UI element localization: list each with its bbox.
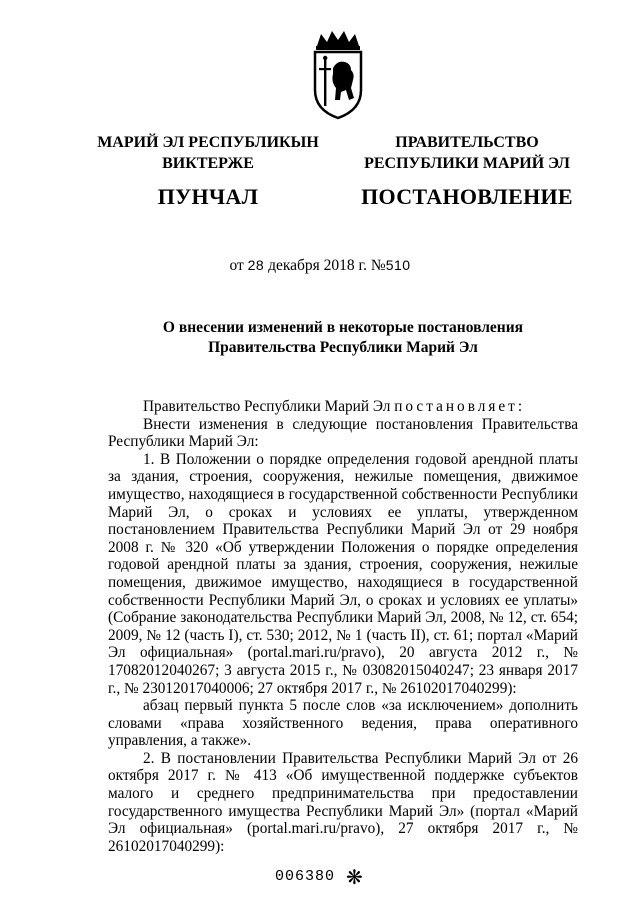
body-paragraph-intro: Внести изменения в следующие постановления Правительства Республики Марий Эл:	[108, 415, 578, 451]
body-paragraph-amendment: абзац первый пункта 5 после слов «за исключением» дополнить словами «права хозяйственного ведения, права оперативного управления, а также».	[108, 697, 578, 750]
header-right-line2: РЕСПУБЛИКИ МАРИЙ ЭЛ	[364, 155, 570, 172]
title-line2: Правительства Республики Марий Эл	[208, 339, 478, 356]
header-marij	[88, 132, 328, 207]
header-right-line1: ПРАВИТЕЛЬСТВО	[395, 134, 539, 151]
resolution-verb: постановляет:	[394, 398, 526, 415]
body-paragraph-item-2: 2. В постановлении Правительства Республики Марий Эл от 26 октября 2017 г. № 413 «Об имущественной поддержке субъектов малого и среднего предпринимательства при предоставлении государственного имущества Республики Марий Эл» (портал «Марий Эл официальная» (portal.mari.ru/pravo), 27 октября 2017 г., № 26102017040299):	[108, 749, 578, 855]
date-month-year: декабря 2018 г. №	[268, 257, 386, 274]
body-paragraph-item-1: 1. В Положении о порядке определения годовой арендной платы за здания, строения, сооружения, нежилые помещения, движимое имущество, находящиеся в государственной собственности Республики Марий Эл, о сроках и условиях ее уплаты, утвержденном постановлением Правительства Республики Марий Эл от 29 ноября 2008 г. № 320 «Об утверждении Положения о порядке определения годовой арендной платы за здания, строения, сооружения, нежилые помещения, движимое имущество, находящиеся в государственной собственности Республики Марий Эл, о сроках и условиях ее уплаты» (Собрание законодательства Республики Марий Эл, 2008, № 12, ст. 654; 2009, № 12 (часть I), ст. 530; 2012, № 1 (часть II), ст. 61; портал «Марий Эл официальная» (portal.mari.ru/pravo), 20 августа 2012 г., № 17082012040267; 3 августа 2015 г., № 03082015040247; 23 января 2017 г., № 23012017040006; 27 октября 2017 г., № 26102017040299):	[108, 450, 578, 697]
snowflake-mark-icon: ❋	[346, 867, 363, 889]
header-left-line2: ВИКТЕРЖЕ	[162, 155, 254, 172]
document-number: 510	[385, 257, 411, 273]
date-day: 28	[247, 257, 265, 273]
document-date-line	[0, 257, 640, 275]
header-left-doc-type: ПУНЧАЛ	[157, 184, 259, 209]
header-right-doc-type: ПОСТАНОВЛЕНИЕ	[361, 184, 573, 209]
serial-number: 006380	[275, 868, 336, 885]
date-prefix: от	[229, 257, 244, 274]
document-body	[108, 398, 578, 855]
header-russian	[348, 132, 586, 207]
body-paragraph-resolution	[108, 398, 578, 416]
header-left-line1: МАРИЙ ЭЛ РЕСПУБЛИКЫН	[97, 134, 319, 151]
document-title	[108, 318, 578, 358]
resolution-lead: Правительство Республики Марий Эл	[143, 398, 391, 415]
title-line1: О внесении изменений в некоторые постановления	[162, 319, 524, 336]
coat-of-arms-emblem	[307, 28, 369, 120]
